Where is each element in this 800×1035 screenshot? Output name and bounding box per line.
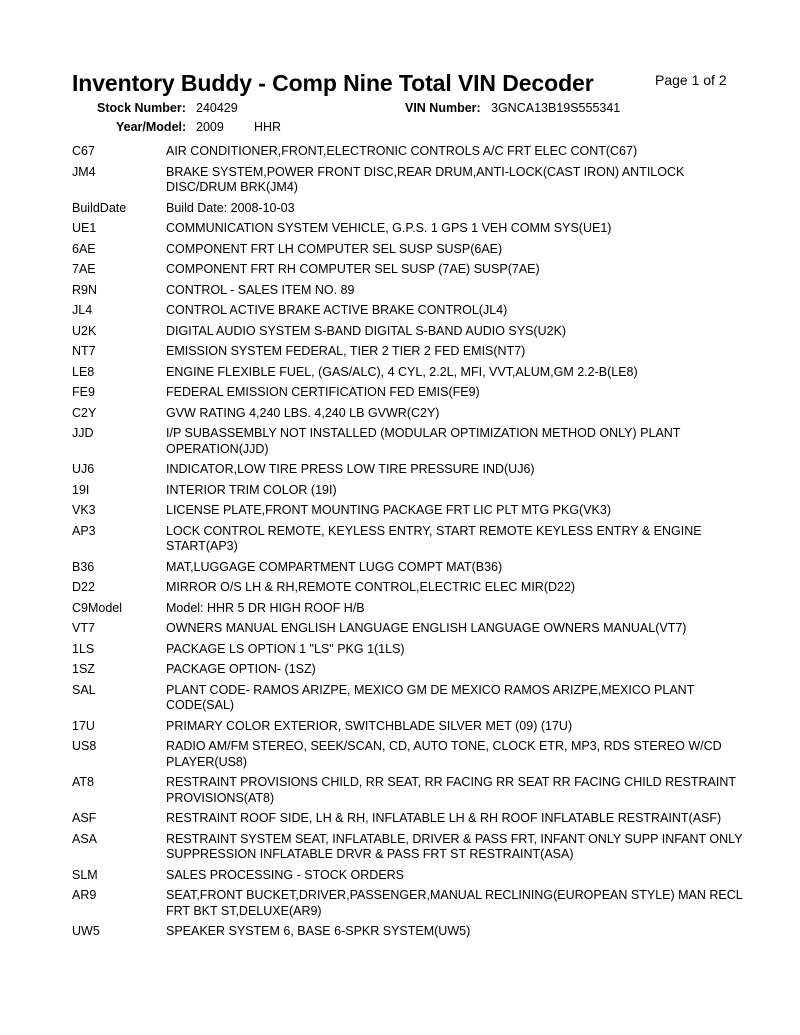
list-item bbox=[72, 283, 752, 299]
option-code: 1LS bbox=[72, 641, 95, 656]
option-code: SLM bbox=[72, 867, 98, 882]
option-description: CONTROL - SALES ITEM NO. 89 bbox=[166, 282, 355, 297]
option-description: SALES PROCESSING - STOCK ORDERS bbox=[166, 867, 405, 882]
option-code: D22 bbox=[72, 580, 95, 594]
option-description: MIRROR O/S LH & RH,REMOTE CONTROL,ELECTRIC ELEC MIR(D22) bbox=[166, 580, 576, 594]
option-description: LOCK CONTROL REMOTE, KEYLESS ENTRY, START REMOTE KEYLESS ENTRY & ENGINE START(AP3) bbox=[166, 523, 702, 553]
option-code: B36 bbox=[72, 559, 95, 574]
option-description: AIR CONDITIONER,FRONT,ELECTRONIC CONTROLS A/C FRT ELEC CONT(C67) bbox=[166, 144, 638, 158]
list-item bbox=[72, 642, 752, 658]
option-description: Build Date: 2008-10-03 bbox=[166, 200, 295, 215]
list-item bbox=[72, 483, 752, 499]
option-code: 19I bbox=[72, 482, 90, 497]
option-description: EMISSION SYSTEM FEDERAL, TIER 2 TIER 2 FED EMIS(NT7) bbox=[166, 344, 526, 358]
list-item bbox=[72, 262, 752, 278]
option-description: RESTRAINT ROOF SIDE, LH & RH, INFLATABLE LH & RH ROOF INFLATABLE RESTRAINT(ASF) bbox=[166, 811, 722, 825]
list-item bbox=[72, 601, 752, 617]
list-item bbox=[72, 739, 752, 770]
option-code: U2K bbox=[72, 323, 97, 338]
model-value: HHR bbox=[254, 120, 282, 134]
list-item bbox=[72, 221, 752, 237]
option-code: BuildDate bbox=[72, 200, 127, 215]
list-item bbox=[72, 144, 752, 160]
option-code: UW5 bbox=[72, 924, 100, 938]
option-code: US8 bbox=[72, 739, 97, 753]
year-model-label: Year/Model: bbox=[116, 120, 187, 134]
list-item bbox=[72, 580, 752, 596]
list-item bbox=[72, 868, 752, 884]
option-description: CONTROL ACTIVE BRAKE ACTIVE BRAKE CONTROL(JL4) bbox=[166, 303, 508, 317]
stock-number-label: Stock Number: bbox=[97, 101, 186, 115]
option-code-list bbox=[72, 144, 752, 945]
option-description: SPEAKER SYSTEM 6, BASE 6-SPKR SYSTEM(UW5) bbox=[166, 924, 471, 938]
option-code: AT8 bbox=[72, 775, 94, 789]
list-item bbox=[72, 775, 752, 806]
option-code: C9Model bbox=[72, 600, 123, 615]
option-description: ENGINE FLEXIBLE FUEL, (GAS/ALC), 4 CYL, 2.2L, MFI, VVT,ALUM,GM 2.2-B(LE8) bbox=[166, 364, 638, 379]
option-description: COMPONENT FRT LH COMPUTER SEL SUSP SUSP(6AE) bbox=[166, 241, 503, 256]
list-item bbox=[72, 242, 752, 258]
option-code: ASF bbox=[72, 811, 97, 825]
option-description: OWNERS MANUAL ENGLISH LANGUAGE ENGLISH LANGUAGE OWNERS MANUAL(VT7) bbox=[166, 621, 687, 635]
list-item bbox=[72, 426, 752, 457]
page-number: Page 1 of 2 bbox=[655, 72, 727, 88]
option-description: COMPONENT FRT RH COMPUTER SEL SUSP (7AE) SUSP(7AE) bbox=[166, 262, 540, 276]
option-description: RESTRAINT SYSTEM SEAT, INFLATABLE, DRIVER & PASS FRT, INFANT ONLY SUPP INFANT ONLY SUPPRESSION INFLATABLE DRVR & PASS FRT ST RESTRAINT(ASA) bbox=[166, 831, 743, 861]
list-item bbox=[72, 811, 752, 827]
option-code: R9N bbox=[72, 282, 98, 297]
option-code: VT7 bbox=[72, 621, 95, 635]
option-code: FE9 bbox=[72, 385, 95, 399]
option-code: AP3 bbox=[72, 523, 96, 538]
option-code: UJ6 bbox=[72, 462, 95, 476]
option-description: PRIMARY COLOR EXTERIOR, SWITCHBLADE SILVER MET (09) (17U) bbox=[166, 718, 573, 733]
stock-number-value: 240429 bbox=[196, 101, 238, 115]
list-item bbox=[72, 365, 752, 381]
option-description: Model: HHR 5 DR HIGH ROOF H/B bbox=[166, 600, 365, 615]
option-description: SEAT,FRONT BUCKET,DRIVER,PASSENGER,MANUAL RECLINING(EUROPEAN STYLE) MAN RECL FRT BKT ST,DELUXE(AR9) bbox=[166, 888, 743, 918]
option-code: NT7 bbox=[72, 344, 96, 358]
list-item bbox=[72, 524, 752, 555]
list-item bbox=[72, 324, 752, 340]
list-item bbox=[72, 662, 752, 678]
option-description: DIGITAL AUDIO SYSTEM S-BAND DIGITAL S-BAND AUDIO SYS(U2K) bbox=[166, 323, 567, 338]
option-code: JL4 bbox=[72, 303, 93, 317]
option-code: JJD bbox=[72, 426, 94, 440]
option-code: UE1 bbox=[72, 221, 97, 235]
list-item bbox=[72, 683, 752, 714]
option-description: LICENSE PLATE,FRONT MOUNTING PACKAGE FRT LIC PLT MTG PKG(VK3) bbox=[166, 503, 611, 517]
list-item bbox=[72, 344, 752, 360]
list-item bbox=[72, 503, 752, 519]
page-title: Inventory Buddy - Comp Nine Total VIN Decoder bbox=[72, 70, 594, 96]
option-description: COMMUNICATION SYSTEM VEHICLE, G.P.S. 1 GPS 1 VEH COMM SYS(UE1) bbox=[166, 221, 612, 235]
option-code: SAL bbox=[72, 682, 96, 697]
option-description: MAT,LUGGAGE COMPARTMENT LUGG COMPT MAT(B36) bbox=[166, 559, 503, 574]
option-description: INDICATOR,LOW TIRE PRESS LOW TIRE PRESSURE IND(UJ6) bbox=[166, 462, 535, 476]
option-description: INTERIOR TRIM COLOR (19I) bbox=[166, 482, 337, 497]
year-value: 2009 bbox=[196, 120, 224, 134]
list-item bbox=[72, 462, 752, 478]
option-description: RESTRAINT PROVISIONS CHILD, RR SEAT, RR FACING RR SEAT RR FACING CHILD RESTRAINT PROVISIONS(AT8) bbox=[166, 775, 736, 805]
list-item bbox=[72, 165, 752, 196]
option-code: 6AE bbox=[72, 241, 96, 256]
list-item bbox=[72, 621, 752, 637]
option-code: JM4 bbox=[72, 164, 96, 179]
option-code: 17U bbox=[72, 718, 95, 733]
list-item bbox=[72, 832, 752, 863]
option-description: PACKAGE LS OPTION 1 "LS" PKG 1(1LS) bbox=[166, 641, 405, 656]
option-description: RADIO AM/FM STEREO, SEEK/SCAN, CD, AUTO TONE, CLOCK ETR, MP3, RDS STEREO W/CD PLAYER(US8) bbox=[166, 739, 722, 769]
list-item bbox=[72, 560, 752, 576]
option-code: VK3 bbox=[72, 503, 96, 517]
list-item bbox=[72, 201, 752, 217]
option-code: C2Y bbox=[72, 405, 97, 420]
option-code: ASA bbox=[72, 831, 98, 846]
vin-number-label: VIN Number: bbox=[405, 101, 481, 115]
option-description: GVW RATING 4,240 LBS. 4,240 LB GVWR(C2Y) bbox=[166, 405, 440, 420]
list-item bbox=[72, 385, 752, 401]
option-description: I/P SUBASSEMBLY NOT INSTALLED (MODULAR OPTIMIZATION METHOD ONLY) PLANT OPERATION(JJD) bbox=[166, 426, 681, 456]
option-code: AR9 bbox=[72, 888, 97, 902]
list-item bbox=[72, 888, 752, 919]
option-description: PACKAGE OPTION- (1SZ) bbox=[166, 662, 316, 676]
option-description: FEDERAL EMISSION CERTIFICATION FED EMIS(FE9) bbox=[166, 385, 480, 399]
vin-number-value: 3GNCA13B19S555341 bbox=[491, 101, 621, 115]
list-item bbox=[72, 719, 752, 735]
list-item bbox=[72, 924, 752, 940]
list-item bbox=[72, 406, 752, 422]
list-item bbox=[72, 303, 752, 319]
option-description: BRAKE SYSTEM,POWER FRONT DISC,REAR DRUM,ANTI-LOCK(CAST IRON) ANTILOCK DISC/DRUM BRK(JM4) bbox=[166, 164, 685, 194]
option-code: 1SZ bbox=[72, 662, 95, 676]
option-code: C67 bbox=[72, 144, 95, 158]
option-code: 7AE bbox=[72, 262, 96, 276]
option-code: LE8 bbox=[72, 364, 95, 379]
option-description: PLANT CODE- RAMOS ARIZPE, MEXICO GM DE MEXICO RAMOS ARIZPE,MEXICO PLANT CODE(SAL) bbox=[166, 682, 695, 712]
